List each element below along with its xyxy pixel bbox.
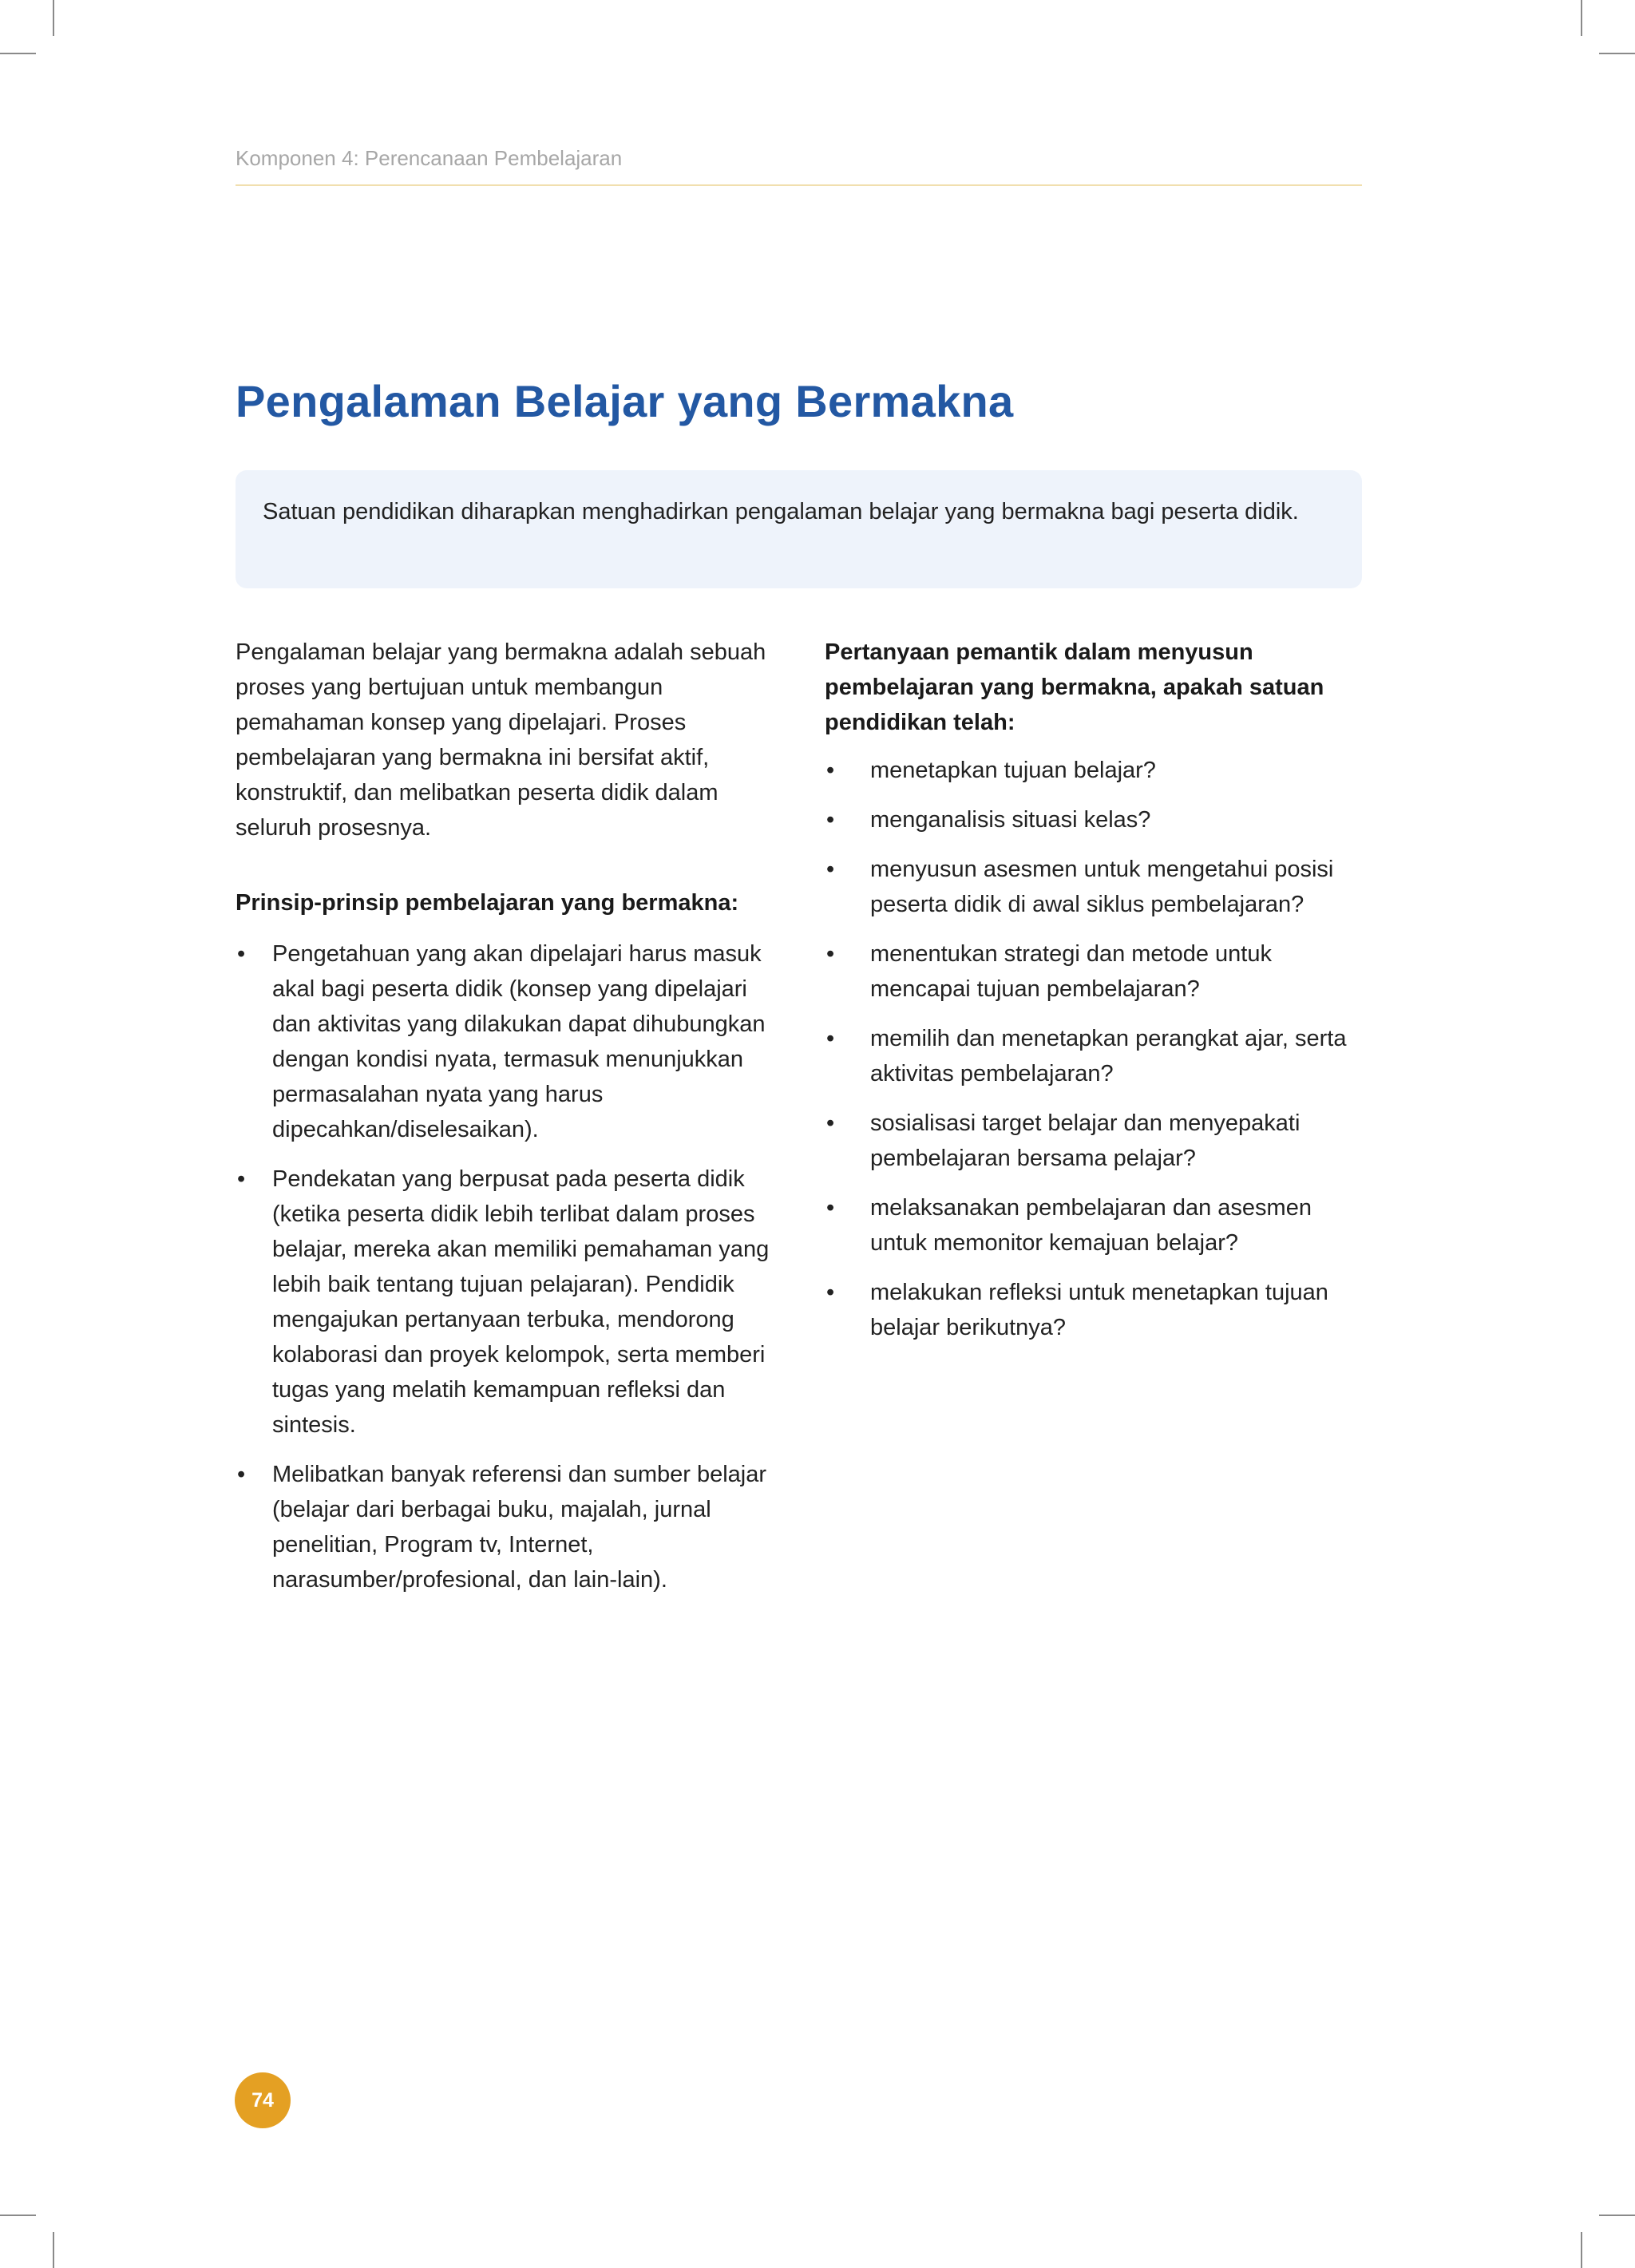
questions-heading: Pertanyaan pemantik dalam menyusun pembelajaran yang bermakna, apakah satuan pendidikan telah:	[825, 639, 1324, 735]
bullet-icon: •	[826, 758, 835, 783]
list-item	[825, 1190, 1368, 1261]
left-column	[236, 635, 786, 1612]
crop-mark	[0, 53, 36, 54]
bullet-icon: •	[826, 941, 835, 967]
page-number: 74	[251, 2088, 274, 2112]
bullet-icon: •	[826, 1280, 835, 1305]
list-item	[236, 1457, 786, 1597]
page-title: Pengalaman Belajar yang Bermakna	[236, 376, 1014, 426]
list-item-text: melakukan refleksi untuk menetapkan tujuan belajar berikutnya?	[870, 1280, 1328, 1340]
list-item	[825, 1275, 1368, 1345]
list-item-text: Pengetahuan yang akan dipelajari harus masuk akal bagi peserta didik (konsep yang dipelajari dan aktivitas yang dilakukan dapat dihubungkan dengan kondisi nyata, termasuk menunjukkan permasalahan nyata yang harus dipecahkan/diselesaikan).	[272, 941, 766, 1142]
list-item-text: Melibatkan banyak referensi dan sumber belajar (belajar dari berbagai buku, majalah, jurnal penelitian, Program tv, Internet, narasumber/profesional, dan lain-lain).	[272, 1462, 767, 1593]
principles-list	[236, 936, 786, 1597]
list-item-text: menentukan strategi dan metode untuk mencapai tujuan pembelajaran?	[870, 941, 1272, 1002]
list-item-text: menyusun asesmen untuk mengetahui posisi peserta didik di awal siklus pembelajaran?	[870, 857, 1334, 917]
crop-mark	[1581, 0, 1582, 36]
lead-text: Satuan pendidikan diharapkan menghadirkan pengalaman belajar yang bermakna bagi peserta didik.	[263, 499, 1299, 524]
crop-mark	[53, 2232, 54, 2268]
list-item-text: menganalisis situasi kelas?	[870, 807, 1151, 833]
page-number-badge	[235, 2072, 291, 2128]
bullet-icon: •	[237, 1166, 246, 1192]
list-item	[825, 802, 1368, 837]
bullet-icon: •	[826, 1195, 835, 1221]
list-item	[236, 1162, 786, 1443]
right-column	[825, 635, 1368, 1360]
list-item-text: menetapkan tujuan belajar?	[870, 758, 1156, 783]
list-item	[825, 936, 1368, 1007]
lead-callout	[236, 470, 1362, 588]
bullet-icon: •	[826, 807, 835, 833]
list-item	[825, 852, 1368, 922]
principles-heading: Prinsip-prinsip pembelajaran yang bermakna:	[236, 890, 739, 916]
running-header: Komponen 4: Perencanaan Pembelajaran	[236, 146, 623, 170]
bullet-icon: •	[826, 1110, 835, 1136]
crop-mark	[1599, 53, 1635, 54]
list-item	[236, 936, 786, 1147]
header-rule	[236, 184, 1362, 186]
list-item-text: memilih dan menetapkan perangkat ajar, serta aktivitas pembelajaran?	[870, 1026, 1347, 1087]
bullet-icon: •	[826, 857, 835, 882]
bullet-icon: •	[237, 941, 246, 967]
crop-mark	[53, 0, 54, 36]
questions-list	[825, 753, 1368, 1345]
list-item	[825, 1106, 1368, 1176]
crop-mark	[1599, 2215, 1635, 2216]
bullet-icon: •	[237, 1462, 246, 1487]
list-item	[825, 753, 1368, 788]
list-item	[825, 1021, 1368, 1091]
crop-mark	[0, 2215, 36, 2216]
list-item-text: Pendekatan yang berpusat pada peserta didik (ketika peserta didik lebih terlibat dalam proses belajar, mereka akan memiliki pemahaman yang lebih baik tentang tujuan pelajaran). Pendidik mengajukan pertanyaan terbuka, mendorong kolaborasi dan proyek kelompok, serta memberi tugas yang melatih kemampuan refleksi dan sintesis.	[272, 1166, 770, 1438]
list-item-text: sosialisasi target belajar dan menyepakati pembelajaran bersama pelajar?	[870, 1110, 1300, 1171]
list-item-text: melaksanakan pembelajaran dan asesmen untuk memonitor kemajuan belajar?	[870, 1195, 1312, 1256]
intro-paragraph: Pengalaman belajar yang bermakna adalah sebuah proses yang bertujuan untuk membangun pemahaman konsep yang dipelajari. Proses pembelajaran yang bermakna ini bersifat aktif, konstruktif, dan melibatkan peserta didik dalam seluruh prosesnya.	[236, 639, 766, 841]
bullet-icon: •	[826, 1026, 835, 1051]
crop-mark	[1581, 2232, 1582, 2268]
